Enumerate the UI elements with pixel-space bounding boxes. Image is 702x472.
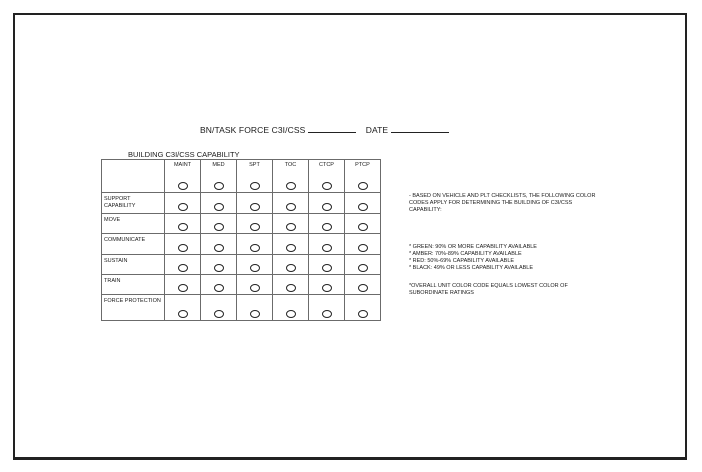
rating-cell: [237, 275, 273, 295]
rating-cell: [309, 234, 345, 255]
rating-cell: [237, 160, 273, 193]
capability-row: [102, 193, 381, 214]
rating-circle[interactable]: [322, 310, 332, 318]
legend-green: * GREEN: 90% OR MORE CAPABILITY AVAILABLE: [409, 244, 537, 250]
rating-cell: [273, 193, 309, 214]
rating-cell: [309, 160, 345, 193]
rating-cell: [309, 214, 345, 234]
row-label-cell: [102, 234, 165, 255]
rating-cell: [273, 295, 309, 321]
rating-cell: [273, 234, 309, 255]
rating-circle[interactable]: [358, 203, 368, 211]
date-blank-field[interactable]: [391, 124, 449, 133]
rating-circle[interactable]: [178, 203, 188, 211]
rating-circle[interactable]: [178, 244, 188, 252]
rating-circle[interactable]: [358, 244, 368, 252]
row-label: TRAIN: [104, 278, 121, 284]
rating-cell: [165, 193, 201, 214]
rating-cell: [345, 275, 381, 295]
rating-cell: [309, 255, 345, 275]
rating-cell: [273, 275, 309, 295]
column-header: CTCP: [319, 162, 334, 168]
rating-circle[interactable]: [322, 223, 332, 231]
rating-cell: [345, 295, 381, 321]
rating-cell: [273, 255, 309, 275]
rating-circle[interactable]: [322, 182, 332, 190]
rating-cell: [165, 255, 201, 275]
rating-circle[interactable]: [214, 310, 224, 318]
rating-cell: [237, 255, 273, 275]
rating-circle[interactable]: [250, 284, 260, 292]
row-label-cell: [102, 295, 165, 321]
rating-circle[interactable]: [286, 264, 296, 272]
rating-circle[interactable]: [214, 223, 224, 231]
form-title-text: BN/TASK FORCE C3I/CSS: [200, 125, 306, 135]
rating-circle[interactable]: [250, 223, 260, 231]
capability-row: [102, 295, 381, 321]
rating-cell: [165, 160, 201, 193]
column-header: MAINT: [173, 162, 192, 168]
rating-cell: [309, 193, 345, 214]
rating-cell: [201, 160, 237, 193]
rating-cell: [165, 295, 201, 321]
rating-circle[interactable]: [322, 284, 332, 292]
rating-cell: [345, 160, 381, 193]
rating-circle[interactable]: [286, 182, 296, 190]
rating-circle[interactable]: [322, 264, 332, 272]
rating-cell: [309, 275, 345, 295]
row-label-cell: [102, 193, 165, 214]
rating-cell: [345, 234, 381, 255]
date-label: DATE: [365, 125, 389, 135]
rating-circle[interactable]: [322, 244, 332, 252]
rating-circle[interactable]: [214, 182, 224, 190]
rating-circle[interactable]: [178, 284, 188, 292]
rating-circle[interactable]: [358, 264, 368, 272]
notes-overall: *OVERALL UNIT COLOR CODE EQUALS LOWEST COLOR OF SUBORDINATE RATINGS: [409, 283, 568, 296]
row-label: FORCE PROTECTION: [104, 298, 161, 304]
rating-circle[interactable]: [178, 182, 188, 190]
row-label-cell: [102, 214, 165, 234]
rating-circle[interactable]: [214, 203, 224, 211]
row-label-cell: [102, 275, 165, 295]
capability-row: [102, 214, 381, 234]
rating-cell: [201, 295, 237, 321]
rating-cell: [345, 193, 381, 214]
rating-circle[interactable]: [286, 244, 296, 252]
column-header: SPT: [249, 162, 260, 168]
rating-circle[interactable]: [358, 284, 368, 292]
rating-cell: [237, 295, 273, 321]
rating-circle[interactable]: [358, 310, 368, 318]
rating-circle[interactable]: [358, 182, 368, 190]
legend-black: * BLACK: 49% OR LESS CAPABILITY AVAILABLE: [409, 265, 534, 271]
rating-circle[interactable]: [178, 223, 188, 231]
column-header: PTCP: [355, 162, 370, 168]
rating-cell: [201, 255, 237, 275]
rating-circle[interactable]: [358, 223, 368, 231]
rating-circle[interactable]: [250, 203, 260, 211]
rating-circle[interactable]: [214, 264, 224, 272]
rating-circle[interactable]: [250, 310, 260, 318]
rating-cell: [165, 214, 201, 234]
rating-circle[interactable]: [178, 264, 188, 272]
header-row: [102, 160, 381, 193]
unit-blank-field[interactable]: [308, 124, 356, 133]
rating-circle[interactable]: [250, 264, 260, 272]
rating-cell: [201, 275, 237, 295]
form-title: [200, 124, 449, 135]
color-code-notes: [409, 193, 599, 297]
rating-circle[interactable]: [286, 310, 296, 318]
row-label: SUSTAIN: [104, 258, 128, 264]
rating-cell: [237, 234, 273, 255]
capability-table: [101, 159, 381, 321]
rating-circle[interactable]: [286, 203, 296, 211]
column-header: MED: [212, 162, 225, 168]
rating-circle[interactable]: [250, 244, 260, 252]
notes-intro: - BASED ON VEHICLE AND PLT CHECKLISTS, THE FOLLOWING COLOR CODES APPLY FOR DETERMINING THE BUILDING OF C3I/CSS CAPABILITY:: [409, 193, 596, 213]
row-label: SUPPORT CAPABILITY: [104, 196, 136, 209]
row-label-cell: [102, 160, 165, 193]
row-label: COMMUNICATE: [104, 237, 146, 243]
rating-circle[interactable]: [214, 244, 224, 252]
rating-cell: [165, 275, 201, 295]
rating-cell: [201, 193, 237, 214]
rating-circle[interactable]: [250, 182, 260, 190]
rating-cell: [345, 214, 381, 234]
rating-circle[interactable]: [214, 284, 224, 292]
row-label: MOVE: [104, 217, 121, 223]
rating-cell: [237, 193, 273, 214]
rating-cell: [345, 255, 381, 275]
rating-cell: [273, 160, 309, 193]
rating-cell: [201, 234, 237, 255]
color-legend: [409, 244, 599, 272]
capability-row: [102, 255, 381, 275]
column-header: TOC: [284, 162, 297, 168]
rating-circle[interactable]: [322, 203, 332, 211]
rating-cell: [201, 214, 237, 234]
rating-circle[interactable]: [178, 310, 188, 318]
capability-row: [102, 234, 381, 255]
rating-circle[interactable]: [286, 284, 296, 292]
row-label-cell: [102, 255, 165, 275]
legend-amber: * AMBER: 70%-89% CAPABILITY AVAILABLE: [409, 251, 522, 257]
rating-cell: [273, 214, 309, 234]
table-title: BUILDING C3I/CSS CAPABILITY: [128, 150, 240, 159]
legend-red: * RED: 50%-69% CAPABILITY AVAILABLE: [409, 258, 515, 264]
capability-row: [102, 275, 381, 295]
rating-cell: [309, 295, 345, 321]
rating-cell: [237, 214, 273, 234]
rating-circle[interactable]: [286, 223, 296, 231]
rating-cell: [165, 234, 201, 255]
